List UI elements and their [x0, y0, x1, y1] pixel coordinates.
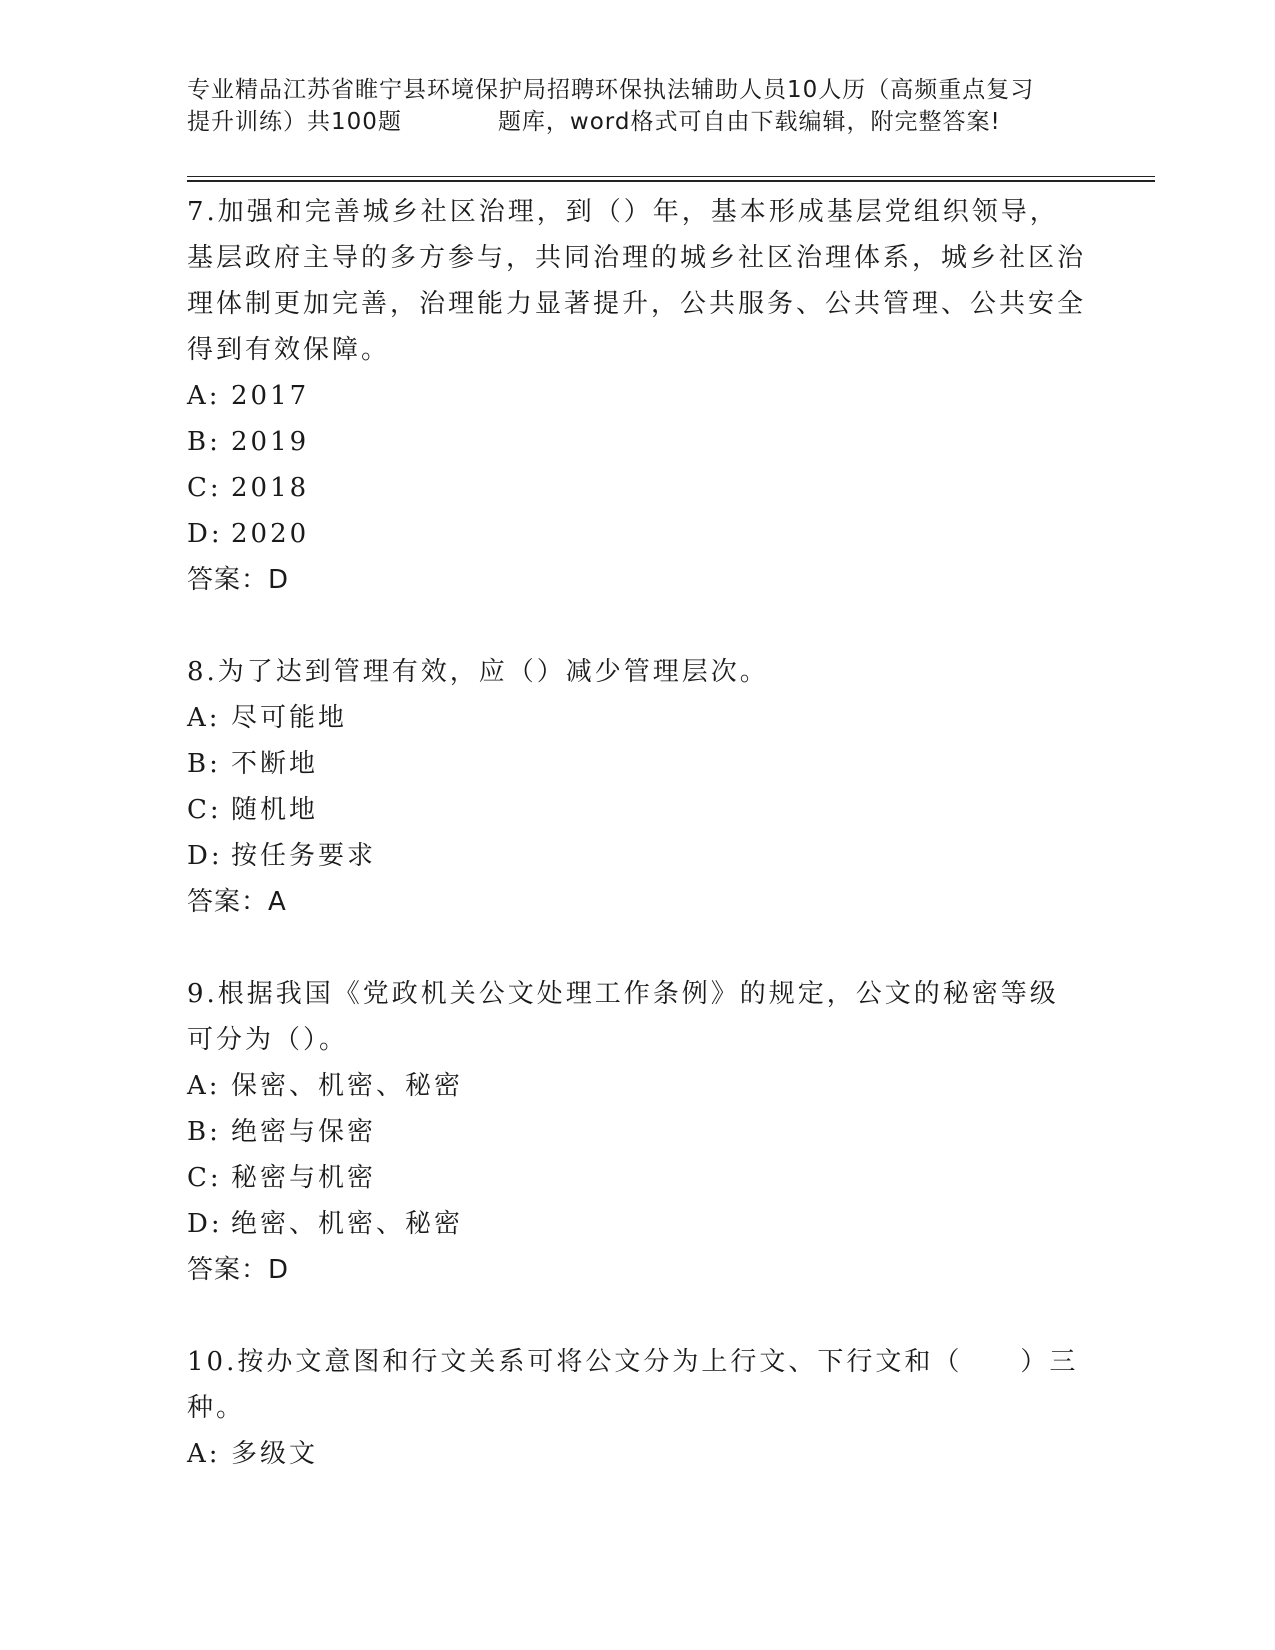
option-letter: A: — [187, 703, 221, 733]
option-letter: A: — [187, 1071, 221, 1101]
question-text: 7.加强和完善城乡社区治理，到（）年，基本形成基层党组织领导，基层政府主导的多方参与，共同治理的城乡社区治理体系，城乡社区治理体制更加完善，治理能力显著提升，公共服务、公共管理、公共安全得到有效保障。 — [187, 197, 1087, 365]
option-letter: D: — [187, 841, 223, 871]
answer-line: 答案：D — [187, 565, 290, 595]
question-list — [187, 189, 1087, 1523]
option-text: 尽可能地 — [231, 703, 348, 733]
option-letter: C: — [187, 473, 222, 503]
option-text: 2020 — [231, 519, 310, 549]
page-header — [187, 74, 1087, 138]
option-text: 2017 — [231, 381, 310, 411]
option-text: 2019 — [231, 427, 310, 457]
option-c — [187, 465, 1087, 511]
option-letter: D: — [187, 1209, 223, 1239]
question-10 — [187, 1339, 1087, 1477]
answer-line: 答案：A — [187, 887, 287, 917]
option-b — [187, 1109, 1087, 1155]
option-b — [187, 419, 1087, 465]
option-a — [187, 373, 1087, 419]
option-letter: B: — [187, 749, 221, 779]
option-text: 绝密、机密、秘密 — [231, 1209, 464, 1239]
option-d — [187, 833, 1087, 879]
option-text: 秘密与机密 — [231, 1163, 377, 1193]
option-text: 绝密与保密 — [231, 1117, 377, 1147]
option-c — [187, 787, 1087, 833]
option-letter: B: — [187, 1117, 221, 1147]
option-letter: C: — [187, 795, 222, 825]
option-a — [187, 695, 1087, 741]
header-divider-thin — [187, 176, 1155, 177]
option-letter: B: — [187, 427, 221, 457]
option-a — [187, 1063, 1087, 1109]
header-title-line-2-right: 题库，word格式可自由下载编辑，附完整答案! — [497, 109, 1001, 135]
header-divider-thick — [187, 180, 1155, 182]
answer-line: 答案：D — [187, 1255, 290, 1285]
option-text: 多级文 — [231, 1439, 319, 1469]
option-text: 保密、机密、秘密 — [231, 1071, 464, 1101]
question-9 — [187, 971, 1087, 1293]
question-8 — [187, 649, 1087, 925]
question-7 — [187, 189, 1087, 603]
question-text: 10.按办文意图和行文关系可将公文分为上行文、下行文和（ ）三种。 — [187, 1347, 1079, 1423]
option-text: 随机地 — [231, 795, 319, 825]
option-text: 不断地 — [231, 749, 319, 779]
header-title-line-2-left: 提升训练）共100题 — [187, 109, 402, 135]
option-text: 2018 — [231, 473, 310, 503]
option-b — [187, 741, 1087, 787]
option-c — [187, 1155, 1087, 1201]
option-letter: A: — [187, 381, 221, 411]
header-title-line-2 — [187, 106, 1087, 138]
header-title-line-1: 专业精品江苏省睢宁县环境保护局招聘环保执法辅助人员10人历（高频重点复习 — [187, 77, 1035, 103]
option-d — [187, 511, 1087, 557]
option-text: 按任务要求 — [231, 841, 377, 871]
option-a — [187, 1431, 1087, 1477]
option-letter: A: — [187, 1439, 221, 1469]
question-text: 8.为了达到管理有效，应（）减少管理层次。 — [187, 657, 769, 687]
question-text: 9.根据我国《党政机关公文处理工作条例》的规定，公文的秘密等级可分为（）。 — [187, 979, 1059, 1055]
option-d — [187, 1201, 1087, 1247]
option-letter: D: — [187, 519, 223, 549]
option-letter: C: — [187, 1163, 222, 1193]
